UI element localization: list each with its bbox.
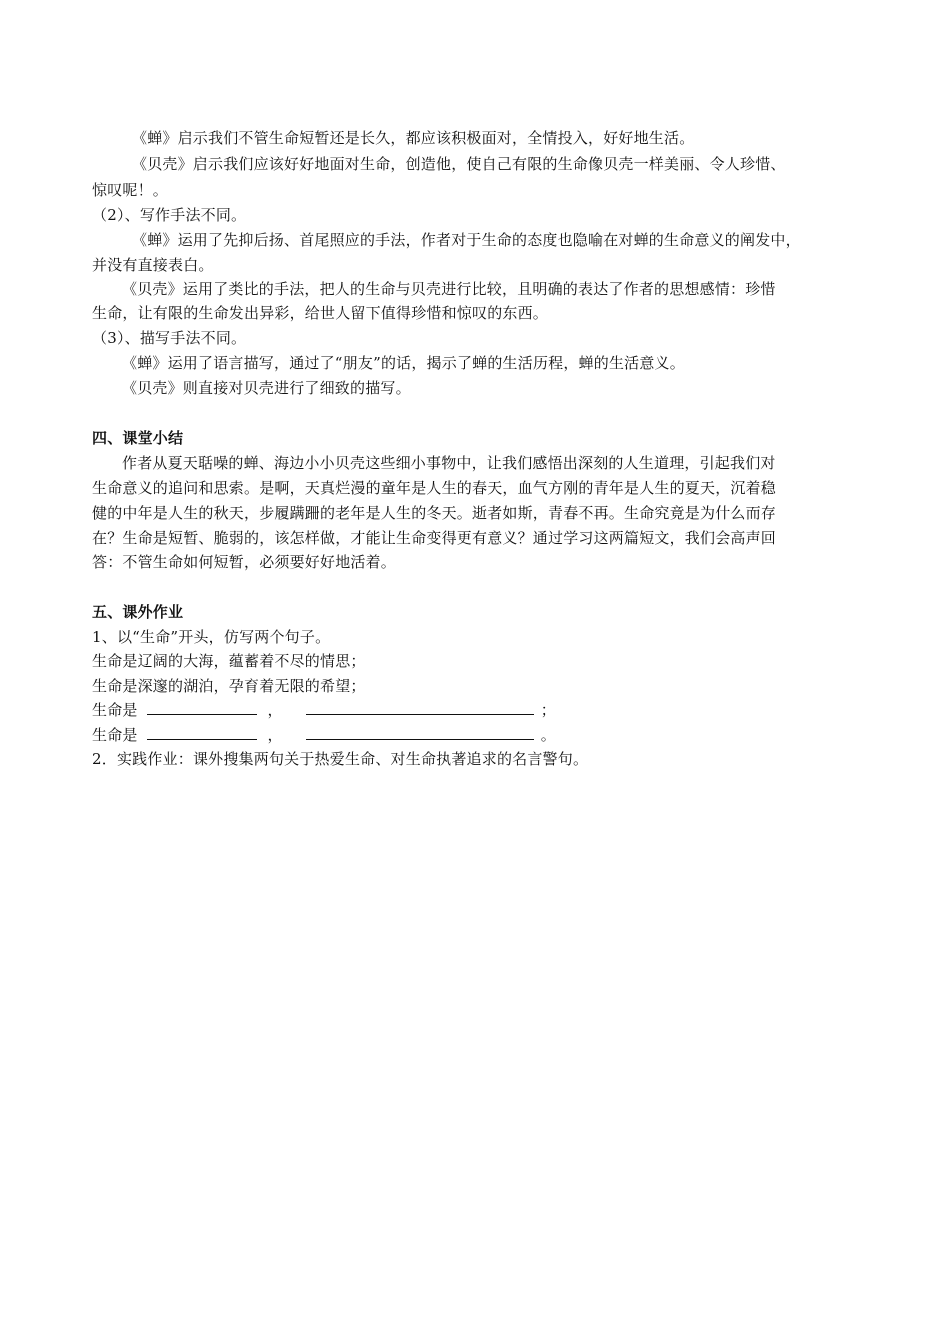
fill-comma: ， — [267, 726, 283, 744]
summary-line-1: 作者从夏天聒噪的蝉、海边小小贝壳这些细小事物中，让我们感悟出深刻的人生道理，引起我们对 — [122, 454, 776, 472]
homework-question-1: 1、以“生命”开头，仿写两个句子。 — [92, 628, 331, 646]
summary-line-5: 答：不管生命如何短暂，必须要好好地活着。 — [92, 553, 397, 571]
fill-blank-1b[interactable] — [306, 700, 534, 715]
fill-blank-2b[interactable] — [306, 725, 534, 740]
summary-line-3: 健的中年是人生的秋天，步履蹒跚的老年是人生的冬天。逝者如斯，青春不再。生命究竟是为什么而存 — [92, 504, 777, 522]
item-writing-technique: （2）、写作手法不同。 — [92, 206, 247, 224]
section-heading-homework: 五、课外作业 — [92, 603, 184, 621]
shan-description-paragraph: 《蝉》运用了语言描写，通过了“朋友”的话，揭示了蝉的生活历程，蝉的生活意义。 — [122, 354, 685, 372]
shan-technique-line-1: 《蝉》运用了先抑后扬、首尾照应的手法，作者对于生命的态度也隐喻在对蝉的生命意义的阐发中， — [132, 231, 801, 249]
fill-prefix: 生命是 — [92, 701, 138, 719]
shan-lesson-paragraph: 《蝉》启示我们不管生命短暂还是长久，都应该积极面对，全情投入，好好地生活。 — [132, 129, 695, 147]
example-sentence-1: 生命是辽阔的大海，蕴蓄着不尽的情思； — [92, 652, 366, 670]
fill-end-semicolon: ； — [540, 701, 556, 719]
fill-blank-1a[interactable] — [147, 700, 257, 715]
fill-end-period: 。 — [540, 726, 556, 744]
summary-line-4: 在？生命是短暂、脆弱的，该怎样做，才能让生命变得更有意义？通过学习这两篇短文，我们会高声回 — [92, 529, 777, 547]
beike-technique-line-2: 生命，让有限的生命发出异彩，给世人留下值得珍惜和惊叹的东西。 — [92, 304, 549, 322]
beike-lesson-paragraph-line-2: 惊叹呢！。 — [92, 181, 169, 199]
beike-lesson-paragraph-line-1: 《贝壳》启示我们应该好好地面对生命，创造他，使自己有限的生命像贝壳一样美丽、令人珍惜、 — [132, 155, 786, 173]
beike-technique-line-1: 《贝壳》运用了类比的手法，把人的生命与贝壳进行比较，且明确的表达了作者的思想感情：珍惜 — [122, 280, 776, 298]
beike-description-paragraph: 《贝壳》则直接对贝壳进行了细致的描写。 — [122, 379, 411, 397]
shan-technique-line-2: 并没有直接表白。 — [92, 256, 214, 274]
example-sentence-2: 生命是深邃的湖泊，孕育着无限的希望； — [92, 677, 366, 695]
fill-prefix: 生命是 — [92, 726, 138, 744]
fill-in-sentence-1 — [92, 700, 556, 720]
item-description-technique: （3）、描写手法不同。 — [92, 329, 247, 347]
fill-comma: ， — [267, 701, 283, 719]
section-heading-summary: 四、课堂小结 — [92, 429, 184, 447]
fill-blank-2a[interactable] — [147, 725, 257, 740]
fill-in-sentence-2 — [92, 725, 556, 745]
homework-question-2: 2．实践作业：课外搜集两句关于热爱生命、对生命执著追求的名言警句。 — [92, 750, 589, 768]
summary-line-2: 生命意义的追问和思索。是啊，天真烂漫的童年是人生的春天，血气方刚的青年是人生的夏天，沉着稳 — [92, 479, 777, 497]
